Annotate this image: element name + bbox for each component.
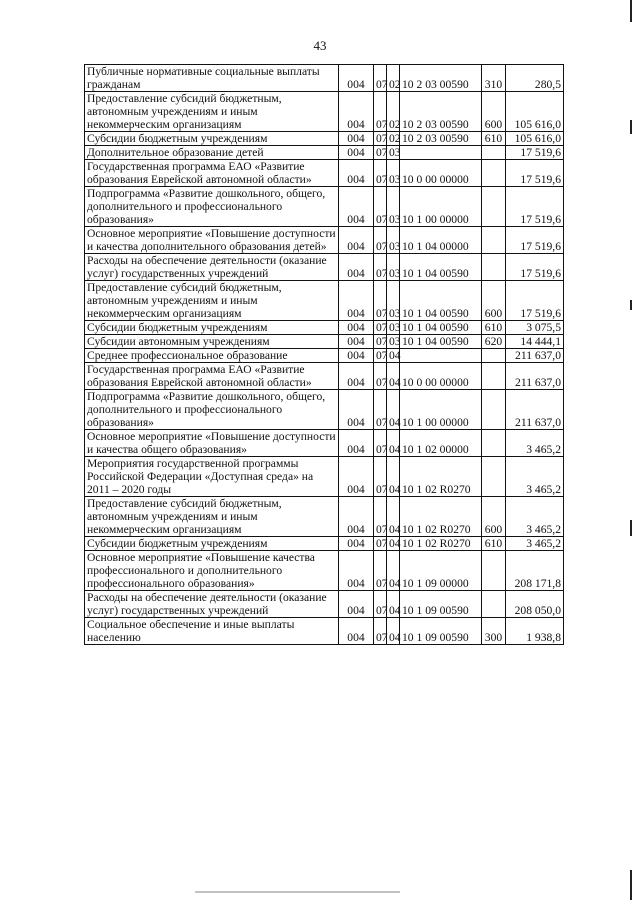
row-target-article: 10 1 09 00590 (400, 591, 482, 618)
row-section-code: 07 (374, 363, 387, 390)
row-amount: 17 519,6 (506, 254, 564, 281)
row-amount: 17 519,6 (506, 281, 564, 321)
row-grbs-code: 004 (339, 132, 374, 146)
row-section-code: 07 (374, 65, 387, 92)
row-description: Подпрограмма «Развитие дошкольного, общего, дополнительного и профессионального образования» (85, 390, 339, 430)
table-row (85, 335, 564, 349)
row-amount: 3 465,2 (506, 497, 564, 537)
row-target-article: 10 1 02 R0270 (400, 497, 482, 537)
row-amount: 208 050,0 (506, 591, 564, 618)
table-row (85, 457, 564, 497)
row-subsection-code: 02 (387, 92, 400, 132)
row-description: Основное мероприятие «Повышение качества профессионального и дополнительного профессионального образования» (85, 551, 339, 591)
scan-artifact (195, 891, 400, 893)
row-subsection-code: 04 (387, 618, 400, 645)
table-row (85, 363, 564, 390)
row-expense-type: 600 (482, 281, 506, 321)
table-row (85, 160, 564, 187)
row-expense-type: 610 (482, 321, 506, 335)
row-target-article: 10 1 09 00000 (400, 551, 482, 591)
row-description: Субсидии бюджетным учреждениям (85, 132, 339, 146)
row-subsection-code: 03 (387, 187, 400, 227)
row-section-code: 07 (374, 227, 387, 254)
table-row (85, 430, 564, 457)
row-description: Предоставление субсидий бюджетным, автономным учреждениям и иным некоммерческим организациям (85, 497, 339, 537)
row-target-article: 10 0 00 00000 (400, 160, 482, 187)
row-description: Подпрограмма «Развитие дошкольного, общего, дополнительного и профессионального образования» (85, 187, 339, 227)
table-row (85, 281, 564, 321)
row-expense-type: 610 (482, 537, 506, 551)
row-description: Основное мероприятие «Повышение доступности и качества общего образования» (85, 430, 339, 457)
row-expense-type: 600 (482, 92, 506, 132)
row-expense-type: 310 (482, 65, 506, 92)
table-row (85, 92, 564, 132)
table-row (85, 187, 564, 227)
table-row (85, 390, 564, 430)
row-subsection-code: 04 (387, 551, 400, 591)
row-grbs-code: 004 (339, 146, 374, 160)
row-target-article: 10 1 02 R0270 (400, 537, 482, 551)
row-description: Государственная программа ЕАО «Развитие образования Еврейской автономной области» (85, 160, 339, 187)
row-grbs-code: 004 (339, 497, 374, 537)
row-grbs-code: 004 (339, 390, 374, 430)
row-subsection-code: 04 (387, 390, 400, 430)
row-section-code: 07 (374, 335, 387, 349)
row-description: Субсидии бюджетным учреждениям (85, 321, 339, 335)
row-subsection-code: 03 (387, 146, 400, 160)
row-expense-type: 620 (482, 335, 506, 349)
row-target-article (400, 349, 482, 363)
table-row (85, 132, 564, 146)
table-row (85, 591, 564, 618)
row-section-code: 07 (374, 92, 387, 132)
scan-edge-mark (630, 520, 632, 536)
row-subsection-code: 03 (387, 254, 400, 281)
row-description: Предоставление субсидий бюджетным, автономным учреждениям и иным некоммерческим организациям (85, 92, 339, 132)
table-row (85, 146, 564, 160)
row-subsection-code: 04 (387, 537, 400, 551)
row-section-code: 07 (374, 551, 387, 591)
row-target-article: 10 2 03 00590 (400, 92, 482, 132)
table-row (85, 349, 564, 363)
row-grbs-code: 004 (339, 363, 374, 390)
row-description: Субсидии бюджетным учреждениям (85, 537, 339, 551)
row-expense-type (482, 390, 506, 430)
row-expense-type (482, 551, 506, 591)
row-subsection-code: 03 (387, 321, 400, 335)
row-description: Социальное обеспечение и иные выплаты населению (85, 618, 339, 645)
row-expense-type (482, 160, 506, 187)
row-amount: 14 444,1 (506, 335, 564, 349)
row-target-article: 10 2 03 00590 (400, 65, 482, 92)
scan-edge-mark (630, 120, 632, 134)
row-expense-type (482, 254, 506, 281)
row-expense-type (482, 457, 506, 497)
row-description: Субсидии автономным учреждениям (85, 335, 339, 349)
row-amount: 3 465,2 (506, 430, 564, 457)
row-amount: 3 075,5 (506, 321, 564, 335)
row-grbs-code: 004 (339, 591, 374, 618)
row-target-article: 10 2 03 00590 (400, 132, 482, 146)
row-amount: 105 616,0 (506, 92, 564, 132)
row-section-code: 07 (374, 537, 387, 551)
row-section-code: 07 (374, 591, 387, 618)
row-section-code: 07 (374, 390, 387, 430)
row-subsection-code: 03 (387, 160, 400, 187)
table-row (85, 227, 564, 254)
budget-table (84, 64, 564, 645)
table-body (85, 65, 564, 645)
row-amount: 105 616,0 (506, 132, 564, 146)
row-description: Мероприятия государственной программы Российской Федерации «Доступная среда» на 2011 – 2020 годы (85, 457, 339, 497)
row-target-article: 10 1 04 00590 (400, 281, 482, 321)
table-row (85, 254, 564, 281)
row-expense-type (482, 430, 506, 457)
row-grbs-code: 004 (339, 335, 374, 349)
row-subsection-code: 02 (387, 65, 400, 92)
row-grbs-code: 004 (339, 254, 374, 281)
row-section-code: 07 (374, 254, 387, 281)
row-grbs-code: 004 (339, 618, 374, 645)
row-section-code: 07 (374, 281, 387, 321)
row-subsection-code: 04 (387, 349, 400, 363)
row-description: Предоставление субсидий бюджетным, автономным учреждениям и иным некоммерческим организациям (85, 281, 339, 321)
row-grbs-code: 004 (339, 227, 374, 254)
row-description: Публичные нормативные социальные выплаты гражданам (85, 65, 339, 92)
table-row (85, 551, 564, 591)
row-subsection-code: 03 (387, 281, 400, 321)
row-target-article: 10 1 04 00590 (400, 335, 482, 349)
row-grbs-code: 004 (339, 92, 374, 132)
row-expense-type (482, 187, 506, 227)
row-grbs-code: 004 (339, 160, 374, 187)
row-target-article: 10 1 00 00000 (400, 390, 482, 430)
row-grbs-code: 004 (339, 349, 374, 363)
row-section-code: 07 (374, 457, 387, 497)
row-target-article: 10 1 02 R0270 (400, 457, 482, 497)
table-row (85, 65, 564, 92)
row-subsection-code: 04 (387, 430, 400, 457)
row-target-article: 10 1 09 00590 (400, 618, 482, 645)
row-grbs-code: 004 (339, 65, 374, 92)
row-target-article: 10 1 02 00000 (400, 430, 482, 457)
row-section-code: 07 (374, 349, 387, 363)
row-subsection-code: 03 (387, 227, 400, 254)
row-section-code: 07 (374, 146, 387, 160)
row-amount: 211 637,0 (506, 390, 564, 430)
row-target-article: 10 1 00 00000 (400, 187, 482, 227)
row-subsection-code: 02 (387, 132, 400, 146)
row-expense-type (482, 349, 506, 363)
row-description: Расходы на обеспечение деятельности (оказание услуг) государственных учреждений (85, 591, 339, 618)
row-section-code: 07 (374, 497, 387, 537)
row-grbs-code: 004 (339, 321, 374, 335)
row-description: Основное мероприятие «Повышение доступности и качества дополнительного образования детей» (85, 227, 339, 254)
row-expense-type (482, 363, 506, 390)
row-description: Государственная программа ЕАО «Развитие образования Еврейской автономной области» (85, 363, 339, 390)
row-section-code: 07 (374, 430, 387, 457)
table-row (85, 497, 564, 537)
row-amount: 17 519,6 (506, 227, 564, 254)
row-expense-type: 300 (482, 618, 506, 645)
row-amount: 3 465,2 (506, 457, 564, 497)
row-description: Дополнительное образование детей (85, 146, 339, 160)
row-amount: 3 465,2 (506, 537, 564, 551)
row-amount: 208 171,8 (506, 551, 564, 591)
row-target-article: 10 1 04 00590 (400, 254, 482, 281)
row-grbs-code: 004 (339, 537, 374, 551)
row-amount: 280,5 (506, 65, 564, 92)
row-section-code: 07 (374, 187, 387, 227)
row-grbs-code: 004 (339, 281, 374, 321)
row-expense-type: 610 (482, 132, 506, 146)
row-subsection-code: 04 (387, 363, 400, 390)
row-grbs-code: 004 (339, 430, 374, 457)
row-section-code: 07 (374, 321, 387, 335)
row-target-article: 10 0 00 00000 (400, 363, 482, 390)
scan-edge-mark (630, 300, 632, 310)
row-description: Среднее профессиональное образование (85, 349, 339, 363)
row-grbs-code: 004 (339, 551, 374, 591)
row-target-article: 10 1 04 00000 (400, 227, 482, 254)
row-amount: 211 637,0 (506, 363, 564, 390)
row-amount: 17 519,6 (506, 146, 564, 160)
scan-edge-mark (630, 870, 632, 900)
row-expense-type (482, 146, 506, 160)
table-row (85, 618, 564, 645)
row-amount: 211 637,0 (506, 349, 564, 363)
row-grbs-code: 004 (339, 457, 374, 497)
row-amount: 17 519,6 (506, 187, 564, 227)
row-amount: 17 519,6 (506, 160, 564, 187)
row-expense-type: 600 (482, 497, 506, 537)
scan-edge-mark (630, 0, 632, 22)
row-subsection-code: 04 (387, 457, 400, 497)
row-description: Расходы на обеспечение деятельности (оказание услуг) государственных учреждений (85, 254, 339, 281)
row-section-code: 07 (374, 160, 387, 187)
table-row (85, 537, 564, 551)
row-subsection-code: 03 (387, 335, 400, 349)
row-target-article (400, 146, 482, 160)
table-row (85, 321, 564, 335)
row-subsection-code: 04 (387, 497, 400, 537)
row-amount: 1 938,8 (506, 618, 564, 645)
page-number: 43 (313, 38, 327, 53)
row-section-code: 07 (374, 132, 387, 146)
row-section-code: 07 (374, 618, 387, 645)
row-grbs-code: 004 (339, 187, 374, 227)
row-subsection-code: 04 (387, 591, 400, 618)
row-expense-type (482, 591, 506, 618)
row-expense-type (482, 227, 506, 254)
row-target-article: 10 1 04 00590 (400, 321, 482, 335)
